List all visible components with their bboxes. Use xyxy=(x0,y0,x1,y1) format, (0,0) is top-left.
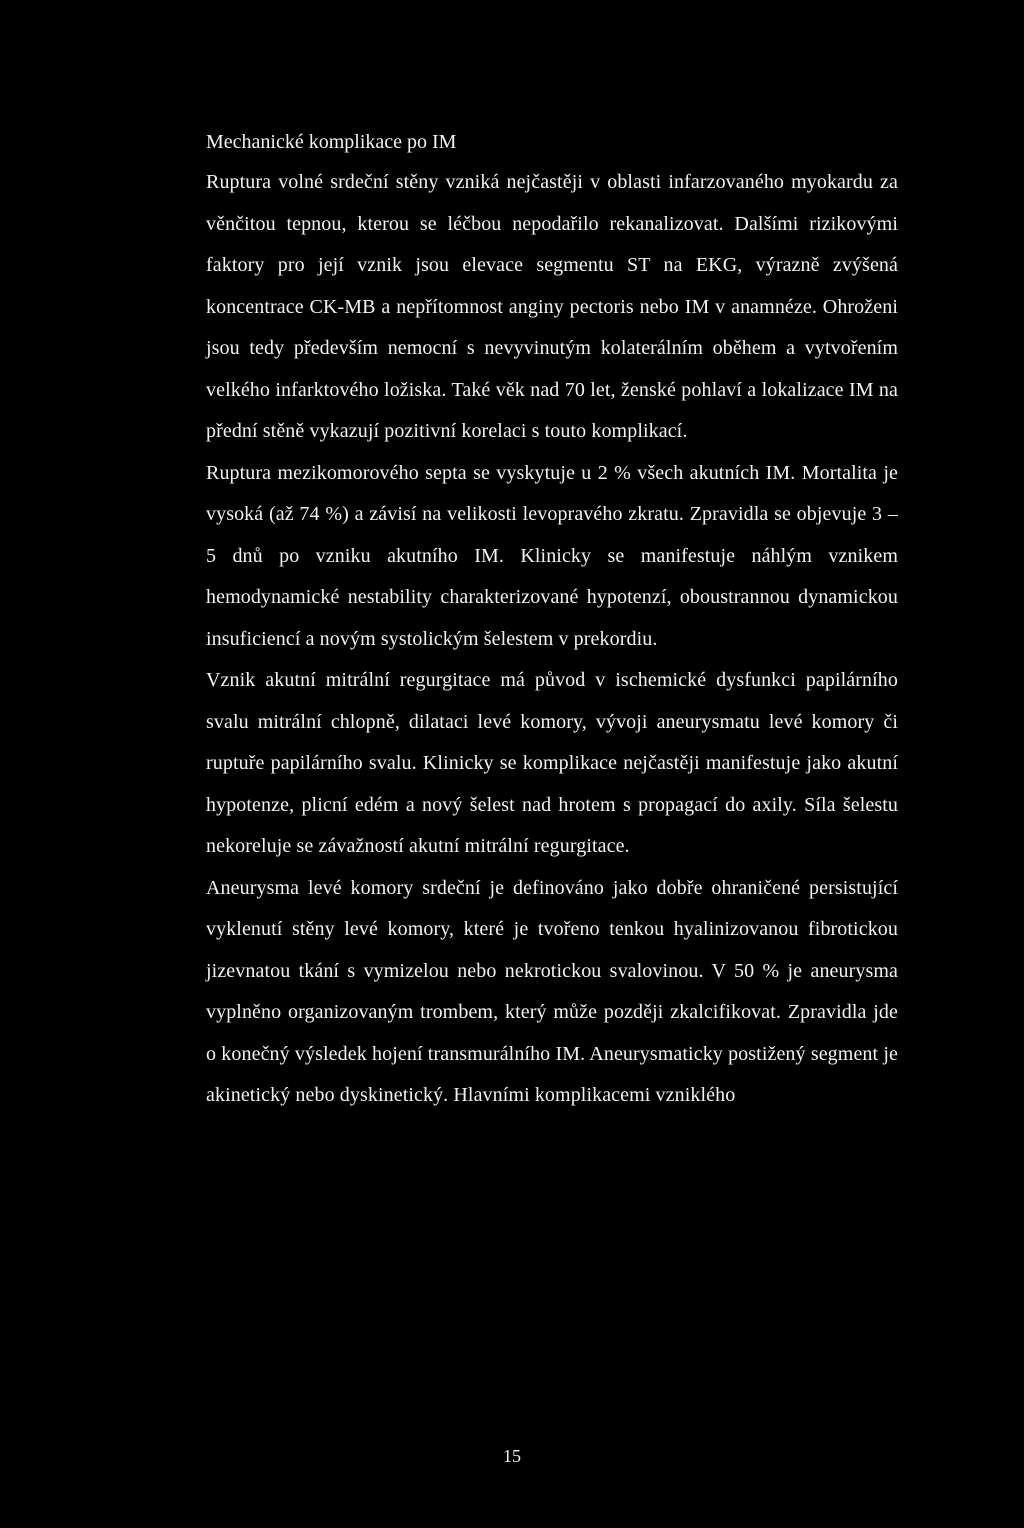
paragraph-mitral-regurgitation: Vznik akutní mitrální regurgitace má původ v ischemické dysfunkci papilárního svalu mitrální chlopně, dilataci levé komory, vývoji aneurysmatu levé komory či ruptuře papilárního svalu. Klinicky se komplikace nejčastěji manifestuje jako akutní hypotenze, plicní edém a nový šelest nad hrotem s propagací do axily. Síla šelestu nekoreluje se závažností akutní mitrální regurgitace. xyxy=(206,669,898,857)
paragraph-free-wall-rupture: Ruptura volné srdeční stěny vzniká nejčastěji v oblasti infarzovaného myokardu za věnčitou tepnou, kterou se léčbou nepodařilo rekanalizovat. Dalšími rizikovými faktory pro její vznik jsou elevace segmentu ST na EKG, výrazně zvýšená koncentrace CK-MB a nepřítomnost anginy pectoris nebo IM v anamnéze. Ohroženi jsou tedy především nemocní s nevyvinutým kolaterálním oběhem a vytvořením velkého infarktového ložiska. Také věk nad 70 let, ženské pohlaví a lokalizace IM na přední stěně vykazují pozitivní korelaci s touto komplikací. xyxy=(206,171,898,442)
document-body xyxy=(206,122,898,1117)
paragraph-lv-aneurysm: Aneurysma levé komory srdeční je definováno jako dobře ohraničené persistující vyklenutí stěny levé komory, které je tvořeno tenkou hyalinizovanou fibrotickou jizevnatou tkání s vymizelou nebo nekrotickou svalovinou. V 50 % je aneurysma vyplněno organizovaným trombem, který může později zkalcifikovat. Zpravidla jde o konečný výsledek hojení transmurálního IM. Aneurysmaticky postižený segment je akinetický nebo dyskinetický. Hlavními komplikacemi vzniklého xyxy=(206,876,898,1106)
section-heading: Mechanické komplikace po IM xyxy=(206,131,457,153)
page-number: 15 xyxy=(503,1446,521,1466)
paragraph-septal-rupture: Ruptura mezikomorového septa se vyskytuje u 2 % všech akutních IM. Mortalita je vysoká (až 74 %) a závisí na velikosti levopravého zkratu. Zpravidla se objevuje 3 – 5 dnů po vzniku akutního IM. Klinicky se manifestuje náhlým vznikem hemodynamické nestability charakterizované hypotenzí, oboustrannou dynamickou insuficiencí a novým systolickým šelestem v prekordiu. xyxy=(206,461,898,650)
